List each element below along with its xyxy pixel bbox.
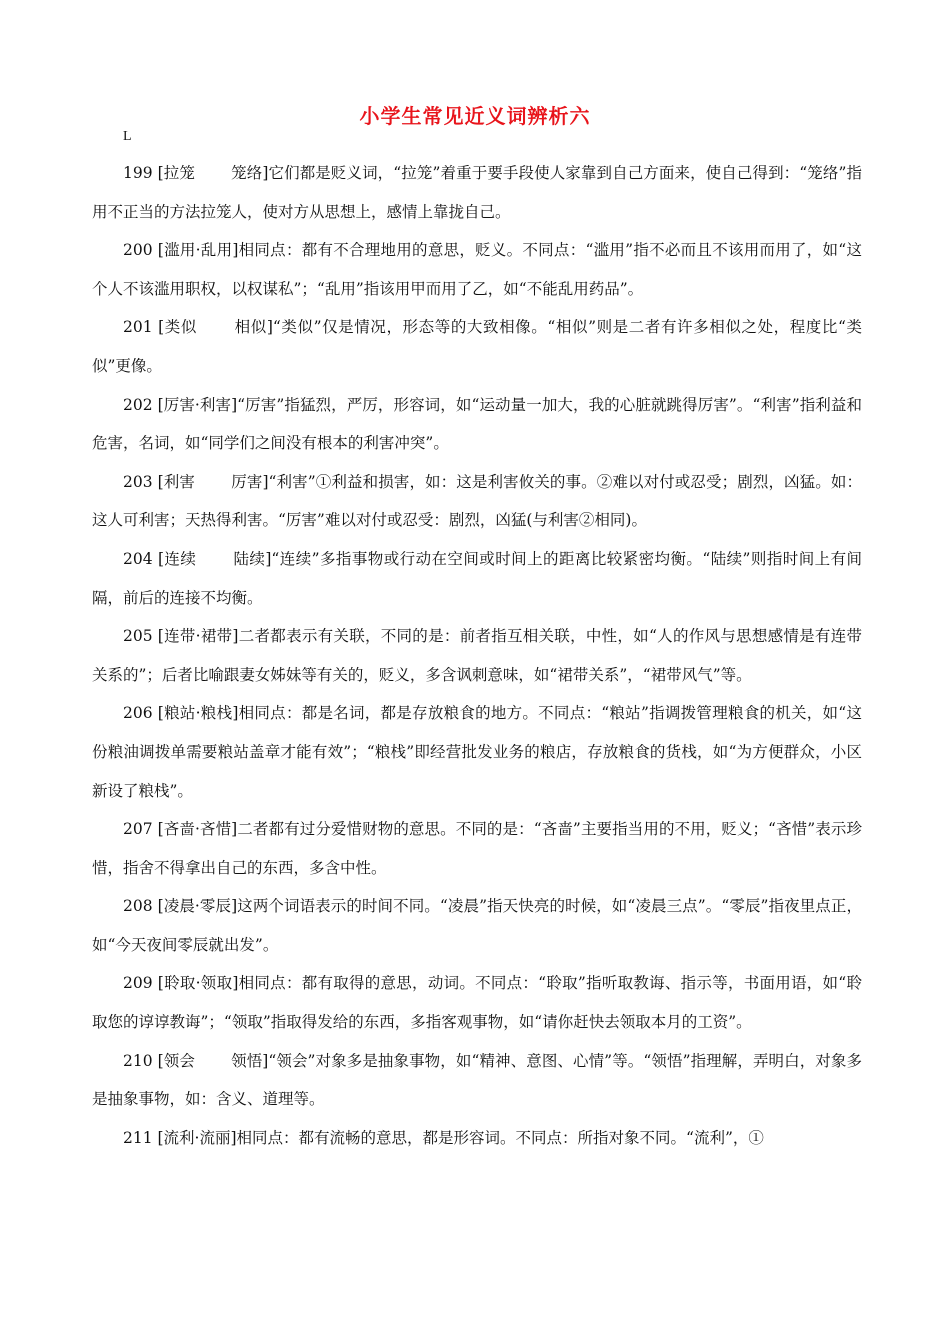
document-title: 小学生常见近义词辨析六 [359,104,591,128]
document-body [92,154,862,1157]
entry-199: 199 [拉笼 笼络]它们都是贬义词，“拉笼”着重于要手段使人家靠到自己方面来，使自己得到：“笼络”指用不正当的方法拉笼人，使对方从思想上，感情上靠拢自己。 [92,164,862,221]
entry-207: 207 [吝啬·吝惜]二者都有过分爱惜财物的意思。不同的是：“吝啬”主要指当用的不用，贬义；“吝惜”表示珍惜，指舍不得拿出自己的东西，多含中性。 [92,820,862,877]
page-marker: L [123,129,132,144]
entry-211: 211 [流利·流丽]相同点：都有流畅的意思，都是形容词。不同点：所指对象不同。“流利”，① [123,1128,764,1147]
entry-202: 202 [厉害·利害]“厉害”指猛烈，严厉，形容词，如“运动量一加大，我的心脏就跳得厉害”。“利害”指利益和危害，名词，如“同学们之间没有根本的利害冲突”。 [92,395,862,453]
entry-209: 209 [聆取·领取]相同点：都有取得的意思，动词。不同点：“聆取”指听取教诲、指示等，书面用语，如“聆取您的谆谆教诲”；“领取”指取得发给的东西，多指客观事物，如“请你赶快去领取本月的工资”。 [92,974,862,1032]
entry-203: 203 [利害 厉害]“利害”①利益和损害，如：这是利害攸关的事。②难以对付或忍受；剧烈，凶猛。如：这人可利害；天热得利害。“厉害”难以对付或忍受：剧烈，凶猛(与利害②相同)。 [92,472,862,530]
entry-205: 205 [连带·裙带]二者都表示有关联，不同的是：前者指互相关联，中性，如“人的作风与思想感情是有连带关系的”；后者比喻跟妻女姊妹等有关的，贬义，多含讽刺意味，如“裙带关系”，“裙带风气”等。 [92,627,862,684]
entry-210: 210 [领会 领悟]“领会”对象多是抽象事物，如“精神、意图、心情”等。“领悟”指理解，弄明白，对象多是抽象事物，如：含义、道理等。 [92,1051,862,1109]
entry-200: 200 [滥用·乱用]相同点：都有不合理地用的意思，贬义。不同点：“滥用”指不必而且不该用而用了，如“这个人不该滥用职权，以权谋私”；“乱用”指该用甲而用了乙，如“不能乱用药品”。 [92,241,862,298]
entry-206: 206 [粮站·粮栈]相同点：都是名词，都是存放粮食的地方。不同点：“粮站”指调拨管理粮食的机关，如“这份粮油调拨单需要粮站盖章才能有效”；“粮栈”即经营批发业务的粮店，存放粮食的货栈，如“为方便群众，小区新设了粮栈”。 [92,704,862,800]
entry-208: 208 [凌晨·零辰]这两个词语表示的时间不同。“凌晨”指天快亮的时候，如“凌晨三点”。“零辰”指夜里点正，如“今天夜间零辰就出发”。 [92,897,862,954]
entry-201: 201 [类似 相似]“类似”仅是情况，形态等的大致相像。“相似”则是二者有许多相似之处，程度比“类似”更像。 [92,318,862,375]
entry-204: 204 [连续 陆续]“连续”多指事物或行动在空间或时间上的距离比较紧密均衡。“陆续”则指时间上有间隔，前后的连接不均衡。 [92,549,862,607]
